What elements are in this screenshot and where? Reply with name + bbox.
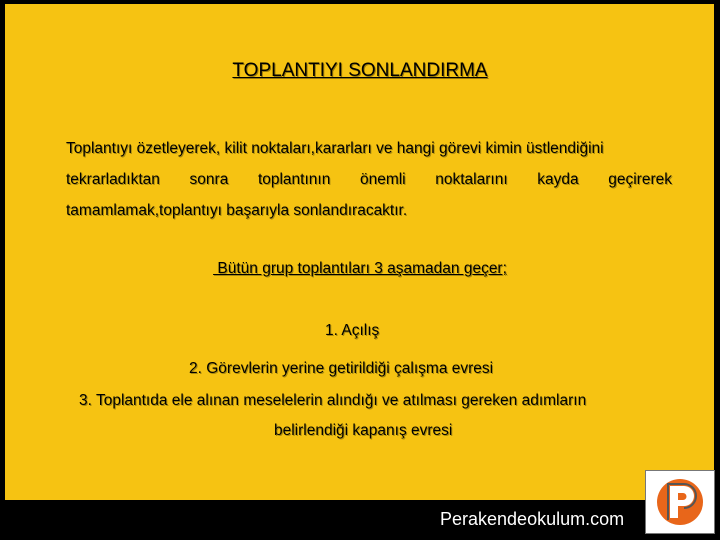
step-1: 1. Açılış [325,322,380,339]
slide-title: TOPLANTIYI SONLANDIRMA [232,60,488,81]
intro-paragraph [66,133,672,226]
section-subheading: Bütün grup toplantıları 3 aşamadan geçer; [213,260,507,277]
intro-line-1: Toplantıyı özetleyerek, kilit noktaları,kararları ve hangi görevi kimin üstlendiğini [66,140,604,157]
step-3-continued: belirlendiği kapanış evresi [274,422,453,439]
step-2: 2. Görevlerin yerine getirildiği çalışma evresi [189,360,494,377]
footer-site-label: Perakendeokulum.com [440,509,625,529]
intro-line-3: tamamlamak,toplantıyı başarıyla sonlandıracaktır. [66,202,408,219]
intro-line-2: tekrarladıktan sonra toplantının önemli noktalarını kayda geçirerek [66,171,672,188]
step-3: 3. Toplantıda ele alınan meselelerin alındığı ve atılması gereken adımların [79,392,587,409]
perakende-p-logo-icon [645,470,715,534]
